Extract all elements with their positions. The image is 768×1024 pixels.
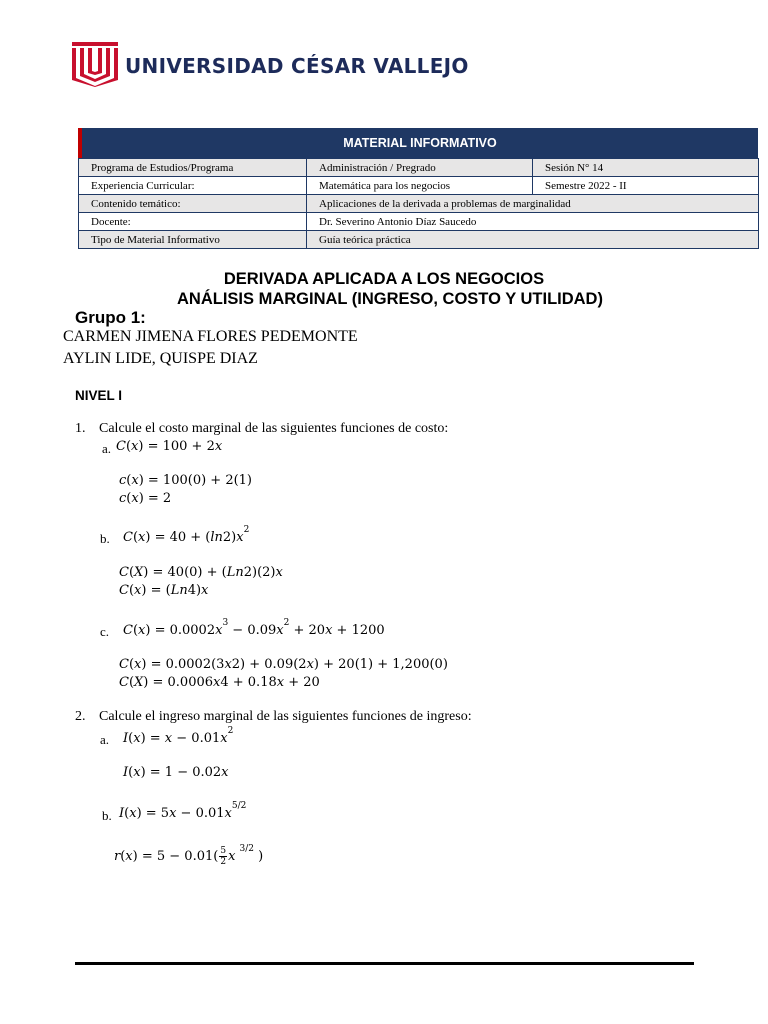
equation: r(x) = 5 − 0.01( $\frac{5}{2}$ x $^{3/2}$ ) — [114, 844, 264, 867]
table-cell: Docente: — [79, 213, 307, 231]
equation: $C(x) = 40 + (\ln 2)x^2$ — [123, 525, 250, 545]
table-row — [79, 195, 759, 213]
equation: C(x) = (Ln4)x — [119, 583, 209, 598]
table-cell: Programa de Estudios/Programa — [79, 159, 307, 177]
equation: C(X) = 0.0006x4 + 0.18x + 20 — [119, 675, 320, 690]
item-label-b: b. — [100, 531, 110, 546]
table-cell: Tipo de Material Informativo — [79, 231, 307, 249]
info-banner: MATERIAL INFORMATIVO — [78, 128, 758, 158]
table-row — [79, 213, 759, 231]
document-title: DERIVADA APLICADA A LOS NEGOCIOS — [223, 270, 545, 288]
item-label-c: c. — [100, 624, 110, 639]
table-cell: Semestre 2022 - II — [533, 177, 759, 195]
equation: C(x) = 100 + 2x — [116, 439, 223, 454]
equation: c(x) = 100(0) + 2(1) — [119, 473, 253, 488]
equation: C(x) = 0.0002(3x2) + 0.09(2x) + 20(1) + 1,200(0) — [119, 657, 448, 672]
equation: c(x) = 2 — [119, 491, 172, 506]
table-cell: Dr. Severino Antonio Díaz Saucedo — [307, 213, 759, 231]
item-label-b: b. — [102, 808, 112, 823]
question-number: 2. — [75, 709, 86, 724]
item-label-a: a. — [102, 441, 112, 456]
table-cell: Experiencia Curricular: — [79, 177, 307, 195]
question-text: Calcule el ingreso marginal de las siguientes funciones de ingreso: — [99, 709, 472, 724]
equation: C(X) = 40(0) + (Ln2)(2)x — [119, 565, 283, 580]
table-cell: Administración / Pregrado — [307, 159, 533, 177]
equation: $C(x) = 0.0002x^3 - 0.09x^2 + 20x + 1200$ — [123, 618, 385, 638]
equation: $I(x) = x - 0.01x^2$ — [123, 726, 234, 746]
group-heading: Grupo 1: — [75, 308, 146, 327]
footer-rule — [75, 962, 694, 965]
table-row — [79, 177, 759, 195]
item-label-a: a. — [100, 732, 110, 747]
question-text: Calcule el costo marginal de las siguientes funciones de costo: — [99, 421, 449, 436]
equation: $I(x) = 5x - 0.01x^{5/2}$ — [119, 801, 247, 821]
table-row — [79, 159, 759, 177]
table-row — [79, 231, 759, 249]
member-name: AYLIN LIDE, QUISPE DIAZ — [63, 350, 258, 367]
table-cell: Contenido temático: — [79, 195, 307, 213]
university-name: UNIVERSIDAD CÉSAR VALLEJO — [125, 54, 469, 78]
table-cell: Aplicaciones de la derivada a problemas de marginalidad — [307, 195, 759, 213]
info-table — [78, 158, 759, 249]
member-name: CARMEN JIMENA FLORES PEDEMONTE — [63, 328, 358, 345]
question-number: 1. — [75, 421, 86, 436]
info-table-wrapper — [78, 128, 758, 249]
table-cell: Sesión N° 14 — [533, 159, 759, 177]
table-cell: Matemática para los negocios — [307, 177, 533, 195]
table-cell: Guía teórica práctica — [307, 231, 759, 249]
university-logo — [70, 40, 120, 87]
level-heading: NIVEL I — [75, 388, 123, 403]
document-subtitle: ANÁLISIS MARGINAL (INGRESO, COSTO Y UTILIDAD) — [177, 290, 603, 308]
equation: I(x) = 1 − 0.02x — [123, 765, 229, 780]
